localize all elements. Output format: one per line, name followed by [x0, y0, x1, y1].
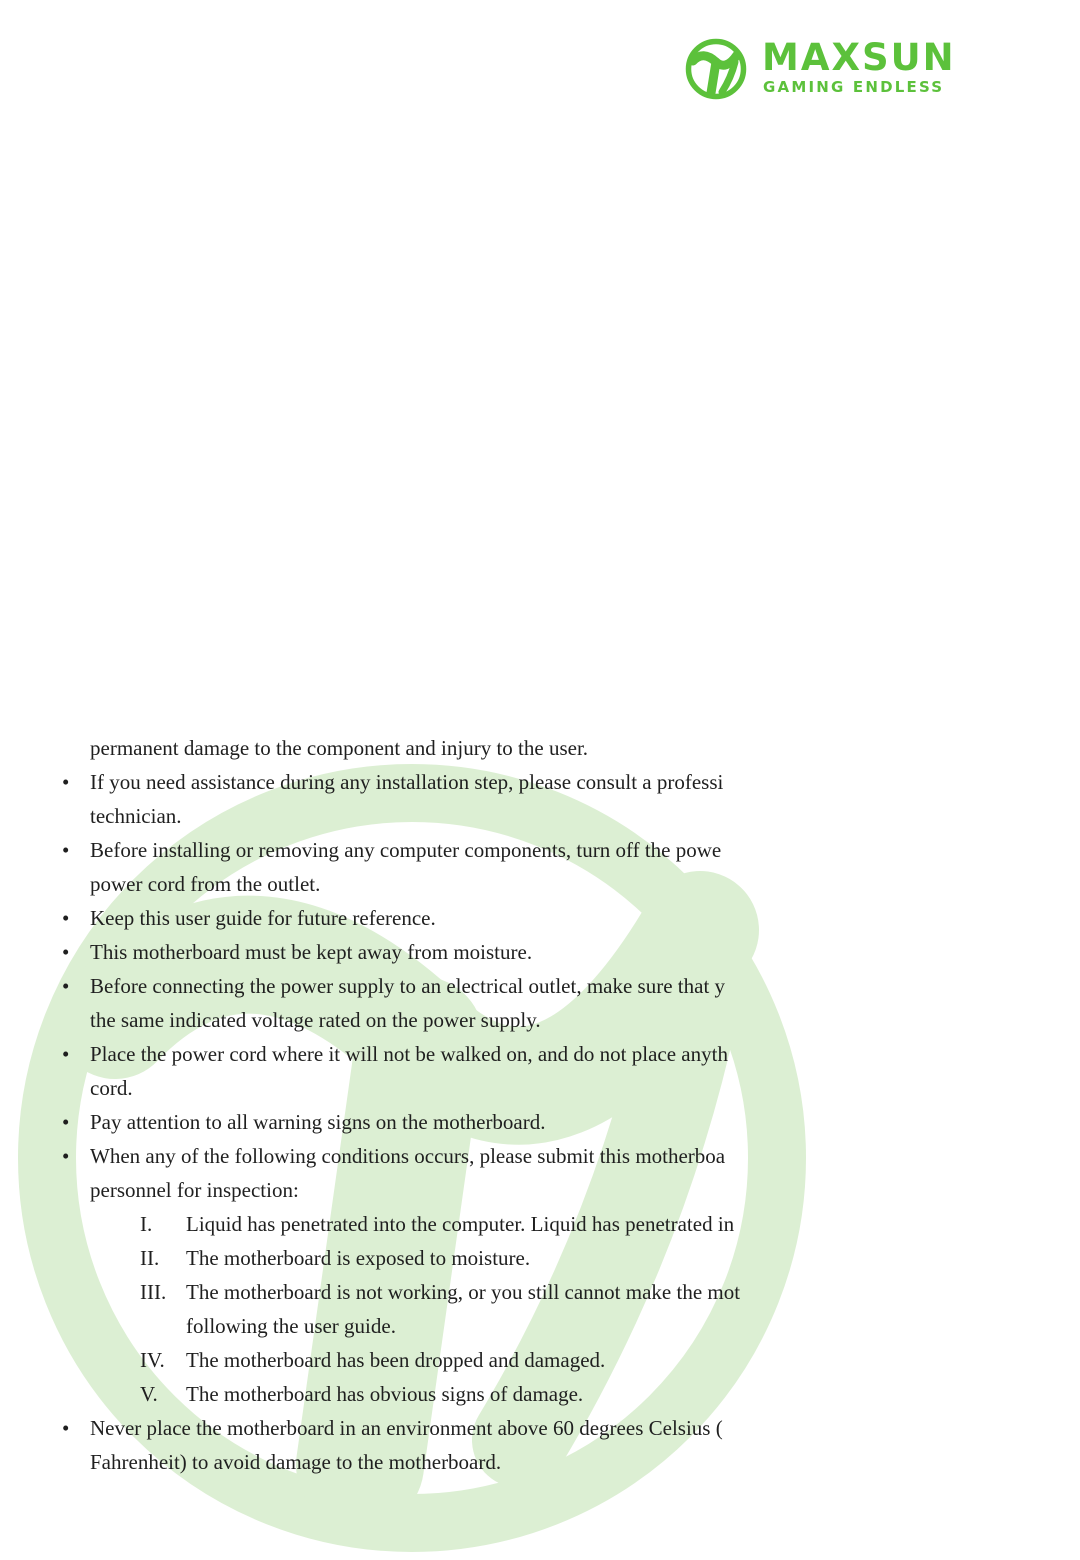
- bullet-marker: •: [62, 770, 70, 794]
- bullet-text: Place the power cord where it will not be walked on, and do not place anyth: [90, 1042, 728, 1066]
- roman-numeral: I.: [140, 1212, 153, 1236]
- bullet-text-continued: Fahrenheit) to avoid damage to the motherboard.: [90, 1450, 502, 1474]
- maxsun-logo: [684, 36, 1004, 106]
- bullet-text-continued: cord.: [90, 1076, 133, 1100]
- bullet-text-continued: power cord from the outlet.: [90, 872, 321, 896]
- sublist-item: [0, 1241, 822, 1275]
- sublist-text: Liquid has penetrated into the computer. Liquid has penetrated in: [186, 1212, 735, 1236]
- bullet-item: [0, 1411, 822, 1479]
- sublist-item: [0, 1275, 822, 1309]
- sublist-text-continued: following the user guide.: [186, 1314, 396, 1338]
- bullet-item: [0, 1037, 822, 1105]
- roman-sublist: [0, 1207, 822, 1411]
- sublist-item: [0, 1207, 822, 1241]
- logo-tagline-text: GAMING ENDLESS: [763, 78, 945, 96]
- bullet-marker: •: [62, 906, 70, 930]
- roman-numeral: IV.: [140, 1348, 165, 1372]
- bullet-marker: •: [62, 1144, 70, 1168]
- bullet-marker: •: [62, 838, 70, 862]
- bullet-text: Pay attention to all warning signs on the motherboard.: [90, 1110, 546, 1134]
- bullet-marker: •: [62, 1416, 70, 1440]
- sublist-text: The motherboard has obvious signs of damage.: [186, 1382, 584, 1406]
- sublist-item: [0, 1343, 822, 1377]
- bullet-marker: •: [62, 940, 70, 964]
- maxsun-m-logo-icon: [684, 37, 748, 101]
- bullet-item: [0, 969, 822, 1037]
- bullet-text: Before connecting the power supply to an electrical outlet, make sure that y: [90, 974, 726, 998]
- safety-instructions: [0, 731, 822, 1479]
- bullet-item: [0, 901, 822, 935]
- logo-brand-text: MAXSUN: [762, 36, 956, 79]
- bullet-marker: •: [62, 1110, 70, 1134]
- bullet-text: This motherboard must be kept away from moisture.: [90, 940, 533, 964]
- roman-numeral: V.: [140, 1382, 158, 1406]
- roman-numeral: II.: [140, 1246, 160, 1270]
- bullet-text-continued: the same indicated voltage rated on the power supply.: [90, 1008, 541, 1032]
- bullet-marker: •: [62, 1042, 70, 1066]
- bullet-text-continued: technician.: [90, 804, 182, 828]
- sublist-text: The motherboard has been dropped and damaged.: [186, 1348, 606, 1372]
- bullet-item: [0, 935, 822, 969]
- sublist-text: The motherboard is not working, or you still cannot make the mot: [186, 1280, 741, 1304]
- bullet-text: If you need assistance during any installation step, please consult a professi: [90, 770, 724, 794]
- bullet-text: Never place the motherboard in an environment above 60 degrees Celsius (: [90, 1416, 723, 1440]
- bullet-item: [0, 833, 822, 901]
- bullet-item: [0, 765, 822, 833]
- continued-text-line: permanent damage to the component and injury to the user.: [90, 736, 589, 760]
- bullet-text: Before installing or removing any computer components, turn off the powe: [90, 838, 722, 862]
- bullet-item: [0, 1139, 822, 1411]
- sublist-item: [0, 1377, 822, 1411]
- bullet-item: [0, 1105, 822, 1139]
- bullet-text-continued: personnel for inspection:: [90, 1178, 299, 1202]
- roman-numeral: III.: [140, 1280, 167, 1304]
- bullet-text: When any of the following conditions occurs, please submit this motherboa: [90, 1144, 726, 1168]
- bullet-text: Keep this user guide for future reference.: [90, 906, 436, 930]
- sublist-text: The motherboard is exposed to moisture.: [186, 1246, 531, 1270]
- bullet-marker: •: [62, 974, 70, 998]
